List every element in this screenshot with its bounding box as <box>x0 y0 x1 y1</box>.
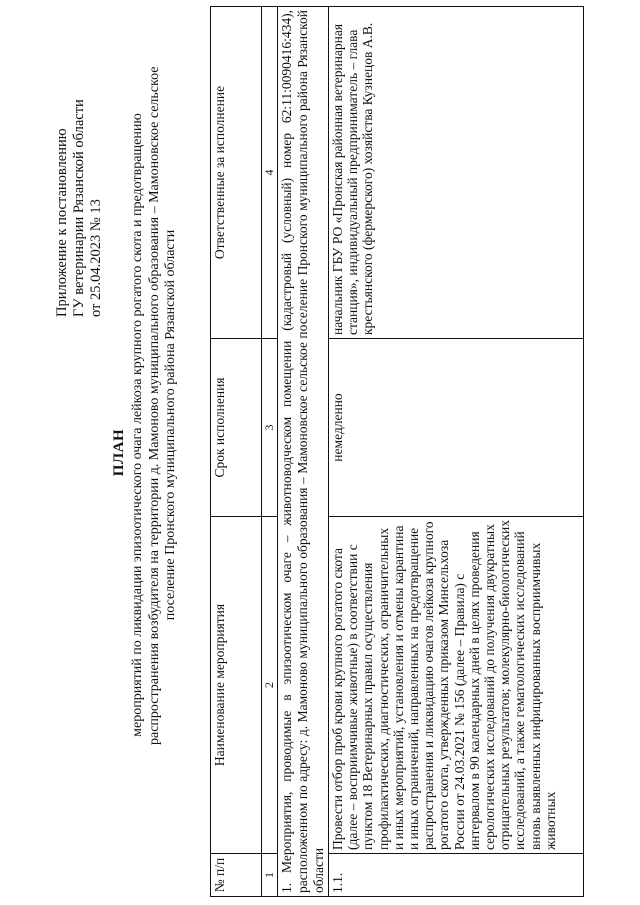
appendix-line: Приложение к постановлению <box>54 128 70 317</box>
table-header-row <box>211 7 262 897</box>
subtitle-line: распространения возбудителя на территории д. Мамоново муниципального образования – Мамоновское сельское <box>146 66 162 745</box>
table-row <box>329 7 584 897</box>
row-term: немедленно <box>329 339 584 517</box>
column-number: 4 <box>262 7 278 339</box>
subtitle-line: поселение Пронского муниципального района Рязанской области <box>163 229 178 621</box>
header-action: Наименование мероприятия <box>211 517 262 854</box>
document-subtitle <box>130 66 180 745</box>
column-number-row <box>262 7 278 897</box>
row-action-cell <box>329 517 584 854</box>
plan-table <box>210 6 584 897</box>
column-number: 1 <box>262 854 278 897</box>
row-responsible: начальник ГБУ РО «Пронская районная ветеринарная станция», индивидуальный предприниматель – глава крестьянского (фермерского) хозяйства Кузнецов А.В. <box>329 7 584 339</box>
column-number: 2 <box>262 517 278 854</box>
row-action-text: Провести отбор проб крови крупного рогатого скота (далее – восприимчивые животные) в соответствии с пунктом 18 Ветеринарных правил осуществления профилактических, диагностических, ограничительных и иных мероприятий, установления и отмены карантина и иных ограничений, направленных на предотвращение распространения и ликвидацию очагов лейкоза крупного рогатого скота, утвержденных приказом Минсельхоза России от 24.03.2021 № 156 (далее – Правила) с интервалом в 90 календарных дней в целях проведения серологических исследований до получения двукратных отрицательных результатов; молекулярно-биологических исследований, а также гематологических исследований вновь выявленных инфицированных восприимчивых животных <box>330 520 558 850</box>
document-title: ПЛАН <box>111 428 127 477</box>
row-number: 1.1. <box>329 854 584 897</box>
header-responsible: Ответственные за исполнение <box>211 7 262 339</box>
appendix-date: от 25.04.2023 № 13 <box>88 199 104 317</box>
appendix-note <box>54 37 105 317</box>
header-number: № п/п <box>211 854 262 897</box>
column-number: 3 <box>262 339 278 517</box>
section-row <box>278 7 329 897</box>
section-heading: 1. Мероприятия, проводимые в эпизоотическом очаге – животноводческом помещении (кадастровый (условный) номер 62:11:0090416:434), расположенном по адресу: д. Мамоново муниципального образования – Мамоновское сельское поселение Пронского муниципального района Рязанской области <box>278 7 329 897</box>
appendix-line: ГУ ветеринарии Рязанской области <box>71 99 87 317</box>
subtitle-line: мероприятий по ликвидации эпизоотического очага лейкоза крупного рогатого скота и предотвращению <box>130 113 145 737</box>
header-term: Срок исполнения <box>211 339 262 517</box>
